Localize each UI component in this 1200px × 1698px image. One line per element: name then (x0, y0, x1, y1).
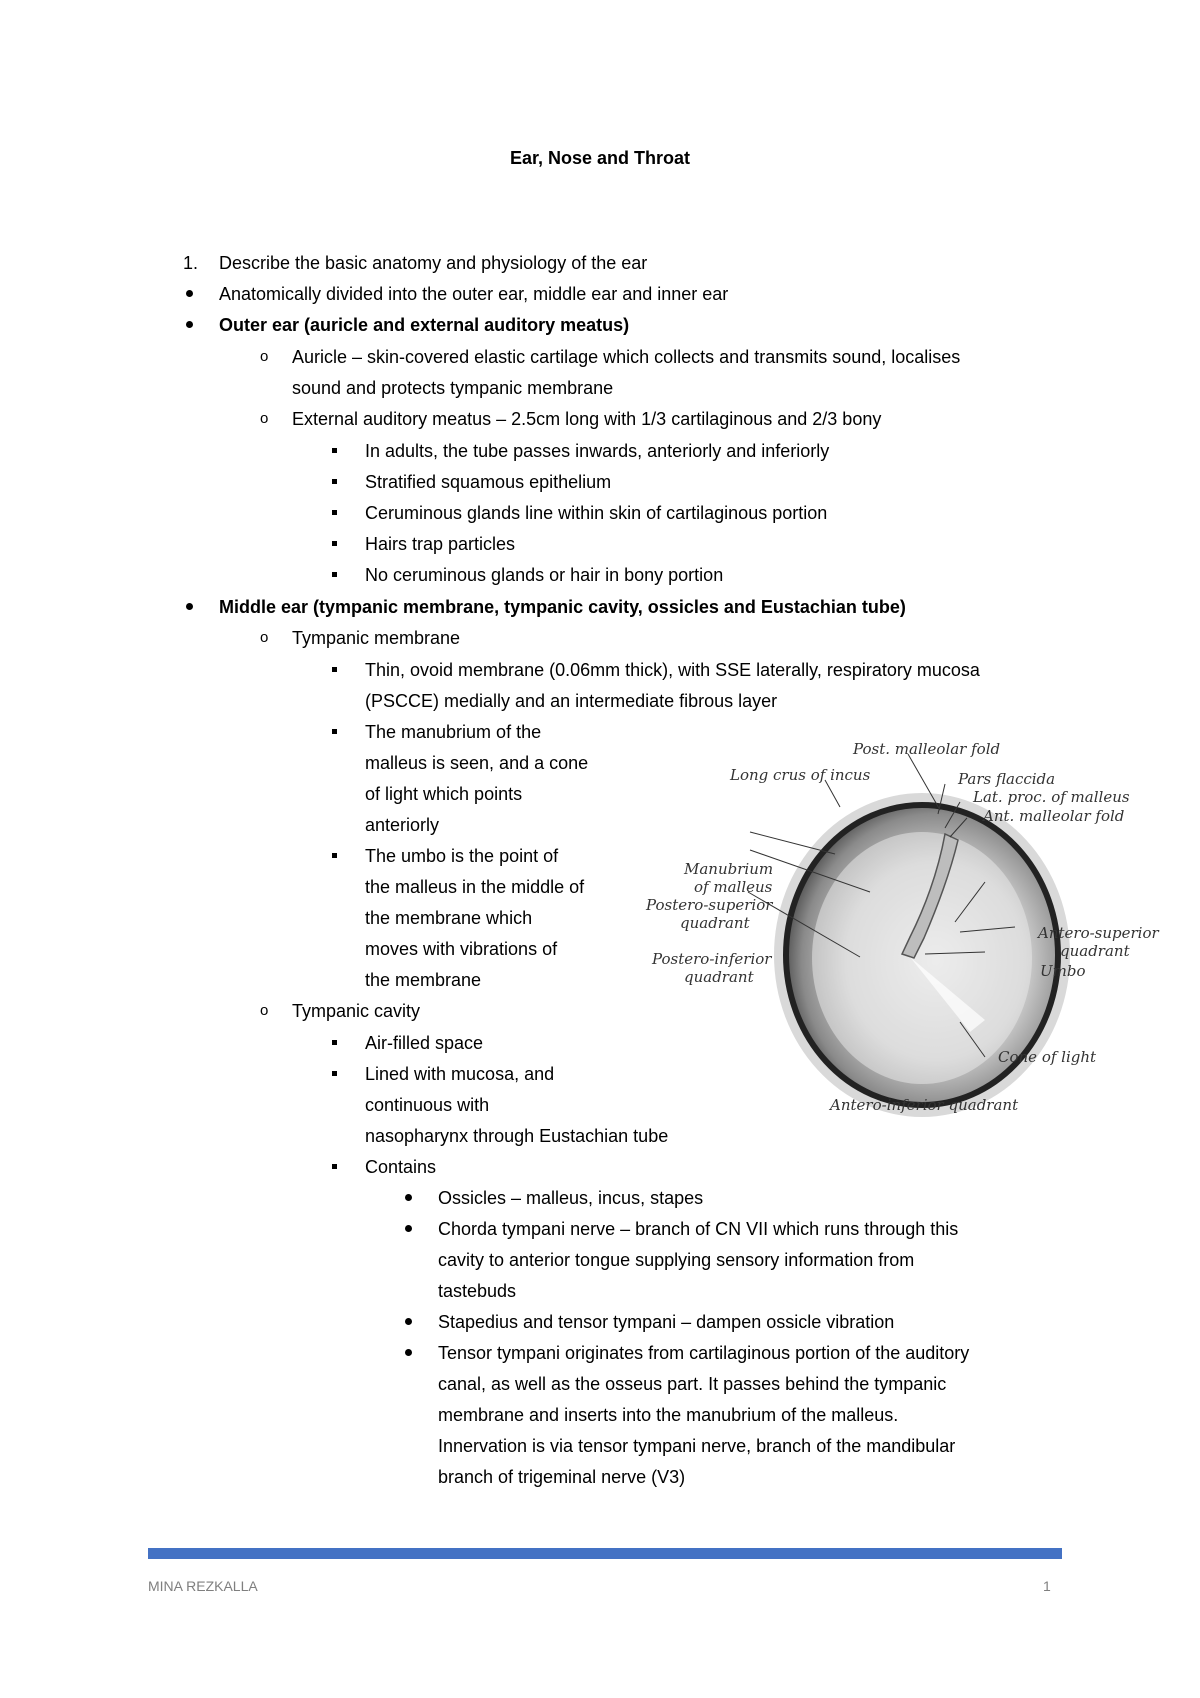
footer-divider (148, 1548, 1062, 1559)
list-item-continued: the malleus in the middle of (365, 877, 585, 897)
bullet-icon (405, 1349, 412, 1356)
bullet-icon (186, 321, 193, 328)
list-item-continued: Innervation is via tensor tympani nerve, branch of the mandibular (438, 1436, 956, 1456)
label-manubrium-2: of malleus (694, 878, 773, 896)
label-antero-inferior: Antero-inferior quadrant (830, 1096, 1019, 1114)
list-item: Lined with mucosa, and (365, 1064, 555, 1084)
list-item: External auditory meatus – 2.5cm long with 1/3 cartilaginous and 2/3 bony (292, 409, 882, 429)
list-item-continued: moves with vibrations of (365, 939, 558, 959)
list-item-continued: tastebuds (438, 1281, 517, 1301)
circle-bullet-icon: o (260, 629, 269, 646)
list-item-continued: cavity to anterior tongue supplying sensory information from (438, 1250, 915, 1270)
label-pars-flaccida: Pars flaccida (958, 770, 1056, 788)
section-heading-outer-ear: Outer ear (auricle and external auditory meatus) (219, 315, 630, 335)
list-item-continued: the membrane (365, 970, 482, 990)
list-item: Hairs trap particles (365, 534, 516, 554)
footer-author: MINA REZKALLA (148, 1578, 258, 1594)
list-item: Describe the basic anatomy and physiology of the ear (219, 253, 648, 273)
square-bullet-icon (332, 667, 337, 672)
circle-bullet-icon: o (260, 410, 269, 427)
bullet-icon (405, 1225, 412, 1232)
square-bullet-icon (332, 1040, 337, 1045)
tympanic-membrane-figure (640, 732, 1195, 1132)
square-bullet-icon (332, 1071, 337, 1076)
label-postero-inferior: Postero-inferior (652, 950, 772, 968)
list-item: Air-filled space (365, 1033, 484, 1053)
list-item-continued: sound and protects tympanic membrane (292, 378, 614, 398)
label-antero-superior: Antero-superior (1038, 924, 1159, 942)
list-item: Stapedius and tensor tympani – dampen ossicle vibration (438, 1312, 895, 1332)
list-item-continued: membrane and inserts into the manubrium of the malleus. (438, 1405, 899, 1425)
list-item-continued: (PSCCE) medially and an intermediate fibrous layer (365, 691, 778, 711)
label-cone-of-light: Cone of light (998, 1048, 1097, 1066)
label-post-malleolar-fold: Post. malleolar fold (853, 740, 1001, 758)
bullet-icon (186, 603, 193, 610)
list-item-continued: of light which points (365, 784, 523, 804)
list-item: The umbo is the point of (365, 846, 559, 866)
list-item: Chorda tympani nerve – branch of CN VII which runs through this (438, 1219, 959, 1239)
list-item: Tympanic membrane (292, 628, 461, 648)
list-item: Auricle – skin-covered elastic cartilage which collects and transmits sound, localises (292, 347, 961, 367)
list-item: Ceruminous glands line within skin of cartilaginous portion (365, 503, 828, 523)
bullet-icon (405, 1318, 412, 1325)
list-item-continued: anteriorly (365, 815, 440, 835)
square-bullet-icon (332, 1164, 337, 1169)
square-bullet-icon (332, 541, 337, 546)
list-number: 1. (183, 253, 199, 273)
list-item: Contains (365, 1157, 437, 1177)
square-bullet-icon (332, 853, 337, 858)
label-antero-superior-2: quadrant (1060, 942, 1130, 960)
list-item-continued: the membrane which (365, 908, 533, 928)
square-bullet-icon (332, 572, 337, 577)
square-bullet-icon (332, 510, 337, 515)
list-item: Ossicles – malleus, incus, stapes (438, 1188, 704, 1208)
bullet-icon (405, 1194, 412, 1201)
list-item: Thin, ovoid membrane (0.06mm thick), with SSE laterally, respiratory mucosa (365, 660, 980, 680)
label-long-crus-of-incus: Long crus of incus (730, 766, 871, 784)
list-item-continued: branch of trigeminal nerve (V3) (438, 1467, 686, 1487)
circle-bullet-icon: o (260, 348, 269, 365)
page-title: Ear, Nose and Throat (509, 148, 691, 168)
list-item: No ceruminous glands or hair in bony portion (365, 565, 724, 585)
square-bullet-icon (332, 729, 337, 734)
square-bullet-icon (332, 479, 337, 484)
list-item: Stratified squamous epithelium (365, 472, 612, 492)
list-item: Tensor tympani originates from cartilaginous portion of the auditory (438, 1343, 970, 1363)
label-ant-malleolar-fold: Ant. malleolar fold (983, 807, 1125, 825)
label-postero-inferior-2: quadrant (684, 968, 754, 986)
page-number: 1 (1043, 1578, 1051, 1594)
label-lat-proc-of-malleus: Lat. proc. of malleus (973, 788, 1130, 806)
list-item-continued: nasopharynx through Eustachian tube (365, 1126, 669, 1146)
label-postero-superior: Postero-superior (646, 896, 773, 914)
list-item: The manubrium of the (365, 722, 542, 742)
label-umbo: Umbo (1040, 962, 1086, 980)
circle-bullet-icon: o (260, 1002, 269, 1019)
label-manubrium: Manubrium (684, 860, 774, 878)
list-item-continued: canal, as well as the osseus part. It passes behind the tympanic (438, 1374, 947, 1394)
list-item: Tympanic cavity (292, 1001, 421, 1021)
list-item-continued: continuous with (365, 1095, 490, 1115)
square-bullet-icon (332, 448, 337, 453)
list-item-continued: malleus is seen, and a cone (365, 753, 589, 773)
membrane-inner (812, 832, 1032, 1084)
section-heading-middle-ear: Middle ear (tympanic membrane, tympanic cavity, ossicles and Eustachian tube) (219, 597, 906, 617)
list-item: Anatomically divided into the outer ear, middle ear and inner ear (219, 284, 729, 304)
bullet-icon (186, 290, 193, 297)
list-item: In adults, the tube passes inwards, anteriorly and inferiorly (365, 441, 830, 461)
label-postero-superior-2: quadrant (680, 914, 750, 932)
